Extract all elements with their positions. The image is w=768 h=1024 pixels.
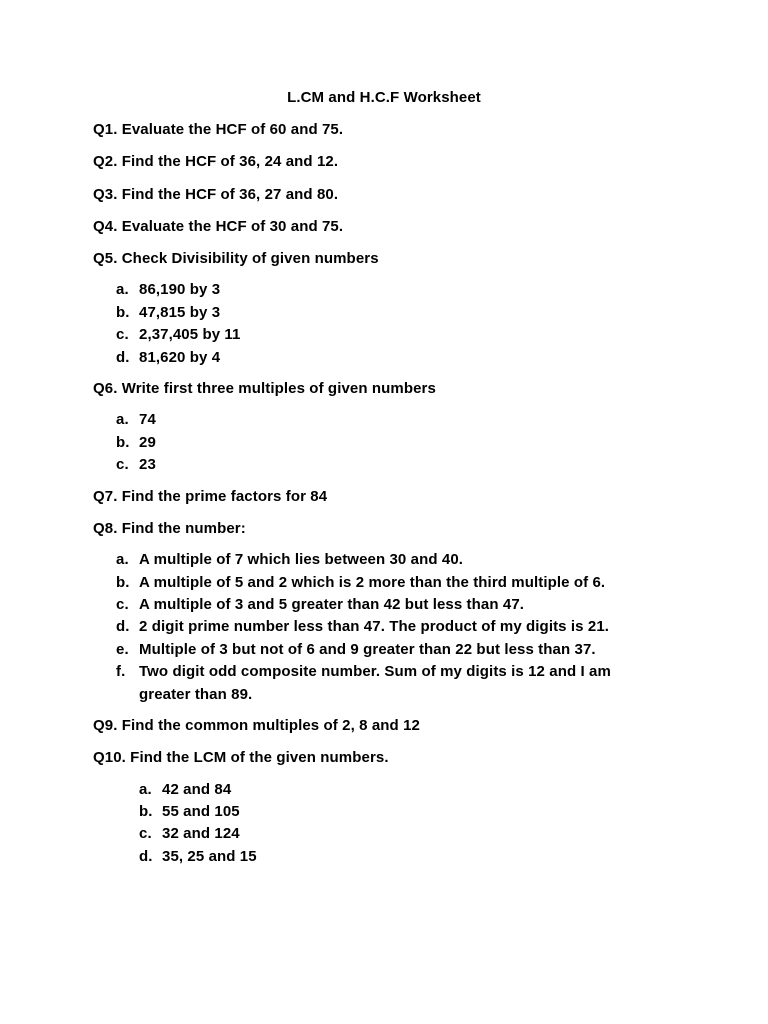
- list-item-text: Multiple of 3 but not of 6 and 9 greater than 22 but less than 37.: [139, 640, 596, 658]
- question-9: Q9. Find the common multiples of 2, 8 and 12: [93, 717, 420, 735]
- question-7: Q7. Find the prime factors for 84: [93, 487, 328, 505]
- question-8: Q8. Find the number:: [93, 519, 246, 537]
- list-item-text: 2,37,405 by 11: [139, 326, 241, 344]
- list-item-text: Two digit odd composite number. Sum of my digits is 12 and I am greater than 89.: [139, 663, 611, 703]
- question-8-list: [93, 549, 653, 706]
- question-3: Q3. Find the HCF of 36, 27 and 80.: [93, 185, 339, 203]
- worksheet-title: L.CM and H.C.F Worksheet: [287, 89, 481, 106]
- question-10-list: [93, 779, 653, 869]
- list-item-text: 55 and 105: [162, 803, 240, 821]
- question-5-list: [93, 279, 653, 369]
- list-item: [116, 324, 653, 346]
- list-item: [116, 616, 653, 638]
- list-item: [139, 779, 653, 801]
- list-marker: d.: [116, 348, 130, 366]
- list-item-text: 23: [139, 456, 156, 474]
- list-item: [116, 639, 653, 661]
- list-marker: e.: [116, 640, 129, 658]
- list-item-text: 47,815 by 3: [139, 303, 221, 321]
- list-item: [116, 409, 653, 431]
- list-item: [116, 594, 653, 616]
- list-marker: f.: [116, 663, 126, 681]
- list-marker: c.: [116, 326, 129, 344]
- question-5: Q5. Check Divisibility of given numbers: [93, 250, 379, 268]
- list-item-text: 86,190 by 3: [139, 281, 221, 299]
- list-marker: b.: [116, 433, 130, 451]
- worksheet-body: [93, 120, 653, 878]
- list-item: [116, 454, 653, 476]
- question-2: Q2. Find the HCF of 36, 24 and 12.: [93, 153, 339, 171]
- list-item-text: A multiple of 3 and 5 greater than 42 but less than 47.: [139, 596, 525, 614]
- list-marker: b.: [139, 803, 153, 821]
- question-4: Q4. Evaluate the HCF of 30 and 75.: [93, 217, 344, 235]
- list-marker: a.: [116, 411, 129, 429]
- list-item-text: 35, 25 and 15: [162, 847, 257, 865]
- list-item: [139, 823, 653, 845]
- list-item: [116, 347, 653, 369]
- list-item: [116, 572, 653, 594]
- question-10: Q10. Find the LCM of the given numbers.: [93, 749, 389, 767]
- list-item-text: A multiple of 5 and 2 which is 2 more than the third multiple of 6.: [139, 573, 606, 591]
- list-marker: d.: [116, 618, 130, 636]
- list-item-text: 29: [139, 433, 156, 451]
- list-item: [139, 846, 653, 868]
- list-item-text: 74: [139, 411, 156, 429]
- list-item: [116, 302, 653, 324]
- list-marker: c.: [139, 825, 152, 843]
- list-item: [116, 279, 653, 301]
- list-marker: c.: [116, 456, 129, 474]
- list-marker: d.: [139, 847, 153, 865]
- list-item-text: 32 and 124: [162, 825, 240, 843]
- list-item: [116, 432, 653, 454]
- list-item-text: 42 and 84: [162, 780, 232, 798]
- question-6: Q6. Write first three multiples of given numbers: [93, 380, 436, 398]
- list-item: [139, 801, 653, 823]
- list-item: [116, 661, 653, 706]
- list-marker: b.: [116, 303, 130, 321]
- list-item-text: 2 digit prime number less than 47. The product of my digits is 21.: [139, 618, 610, 636]
- question-1: Q1. Evaluate the HCF of 60 and 75.: [93, 121, 344, 138]
- question-6-list: [93, 409, 653, 476]
- list-marker: c.: [116, 596, 129, 614]
- list-marker: a.: [116, 551, 129, 569]
- list-marker: a.: [139, 780, 152, 798]
- list-item: [116, 549, 653, 571]
- list-marker: a.: [116, 281, 129, 299]
- list-item-text: 81,620 by 4: [139, 348, 221, 366]
- list-item-text: A multiple of 7 which lies between 30 and 40.: [139, 551, 464, 569]
- list-marker: b.: [116, 573, 130, 591]
